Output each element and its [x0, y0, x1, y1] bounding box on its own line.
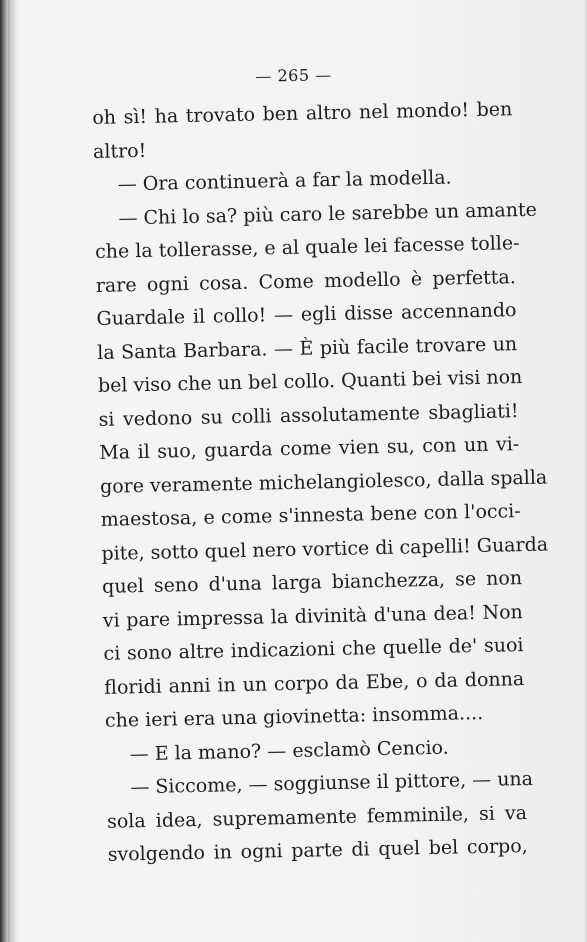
text-line: bel viso che un bel collo. Quanti bei visi non [97, 366, 523, 397]
text-line: ci sono altre indicazioni che quelle de' suoi [103, 634, 524, 665]
text-line: maestosa, e come s'innesta bene con l'occi- [100, 500, 521, 531]
text-line: altro! [92, 139, 147, 163]
text-line: — Siccome, — soggiunse il pittore, — una [130, 767, 534, 799]
text-line: che ieri era una giovinetta: insomma.... [104, 701, 484, 732]
text-line: — Chi lo sa? più caro le sarebbe un amante [118, 198, 538, 229]
text-line: pite, sotto quel nero vortice di capelli! Guarda [101, 533, 549, 565]
text-line: Guardale il collo! — egli disse accennando [96, 299, 517, 330]
text-line: vi pare impressa la divinità d'una dea! Non [102, 600, 523, 632]
text-line: si vedono su colli assolutamente sbagliati! [98, 399, 519, 431]
text-line: Ma il suo, guarda come vien su, con un vi- [99, 433, 520, 464]
page-number: — 265 — [255, 65, 332, 86]
text-line: rare ogni cosa. Come modello è perfetta. [95, 265, 516, 297]
text-line: — Ora continuerà a far la modella. [117, 166, 452, 196]
text-line: la Santa Barbara. — È più facile trovare un [97, 332, 518, 364]
text-line: che la tollerasse, e al quale lei facesse tolle- [94, 232, 520, 263]
text-line: oh sì! ha trovato ben altro nel mondo! ben [92, 98, 513, 129]
body-text [92, 93, 549, 872]
text-line: gore veramente michelangiolesco, dalla spalla [99, 466, 548, 498]
text-line: quel seno d'una larga bianchezza, se non [101, 567, 523, 598]
text-line: floridi anni in un corpo da Ebe, o da donna [104, 667, 525, 699]
text-line: sola idea, supremamente femminile, si va [106, 801, 528, 833]
text-line: — E la mano? — esclamò Cencio. [129, 736, 449, 765]
gutter-shadow [8, 0, 18, 942]
text-line: svolgendo in ogni parte di quel bel corpo, [107, 835, 528, 866]
